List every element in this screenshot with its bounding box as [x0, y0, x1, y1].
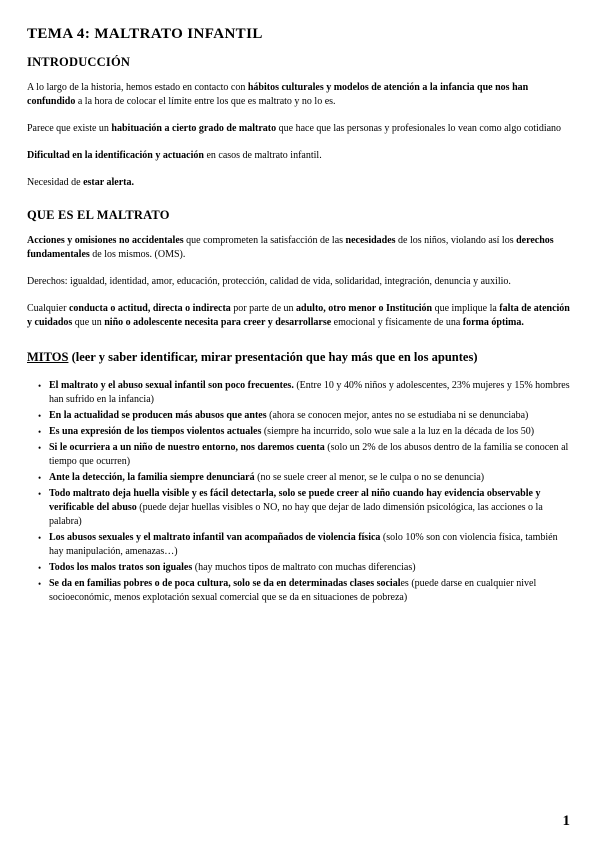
list-item: • Todos los malos tratos son iguales (hay muchos tipos de maltrato con muchas diferencias) [49, 561, 573, 575]
list-item: • Ante la detección, la familia siempre denunciará (no se suele creer al menor, se le culpa o no se denuncia) [49, 471, 573, 485]
page-number: 1 [562, 813, 570, 829]
section-heading-que-es-el-maltrato: QUE ES EL MALTRATO [27, 208, 170, 222]
paragraph-intro-4: Necesidad de estar alerta. [27, 177, 134, 188]
paragraph-intro-2: Parece que existe un habituación a cierto grado de maltrato que hace que las personas y profesionales lo vean como algo cotidiano [27, 123, 562, 134]
list-item: • El maltrato y el abuso sexual infantil son poco frecuentes. (Entre 10 y 40% niños y adolescentes, 23% mujeres y 15% hombres han sufrido en la infancia) [49, 379, 573, 407]
list-item: • Los abusos sexuales y el maltrato infantil van acompañados de violencia física (solo 10% son con violencia física, también hay manipulación, amenazas…) [49, 531, 573, 559]
paragraph-que-es-1: Acciones y omisiones no accidentales que comprometen la satisfacción de las necesidades de los niños, violando así los derechos fundamentales de los mismos. (OMS). [27, 235, 554, 260]
list-item: • Si le ocurriera a un niño de nuestro entorno, nos daremos cuenta (solo un 2% de los abusos dentro de la familia se conocen al tiempo que ocurren) [49, 441, 573, 469]
mitos-list [27, 379, 573, 605]
section-heading-introduccion: INTRODUCCIÓN [27, 55, 131, 69]
paragraph-que-es-3: Cualquier conducta o actitud, directa o indirecta por parte de un adulto, otro menor o Institución que implique la falta de atención y cuidados que un niño o adolescente necesita para creer y desarrollarse emocional y físicamente de una forma óptima. [27, 303, 570, 328]
paragraph-que-es-2: Derechos: igualdad, identidad, amor, educación, protección, calidad de vida, solidaridad, integración, denuncia y auxilio. [27, 276, 511, 287]
list-item: • Todo maltrato deja huella visible y es fácil detectarla, solo se puede creer al niño cuando hay evidencia observable y verificable del abuso (puede dejar huellas visibles o NO, no hay que dejar de lado dimensión psicológica, las acciones o la palabra) [49, 487, 573, 529]
paragraph-intro-1: A lo largo de la historia, hemos estado en contacto con hábitos culturales y modelos de atención a la infancia que nos han confundido a la hora de colocar el límite entre los que es maltrato y no lo es. [27, 82, 529, 107]
paragraph-intro-3: Dificultad en la identificación y actuación en casos de maltrato infantil. [27, 150, 322, 161]
section-heading-mitos: MITOS (leer y saber identificar, mirar presentación que hay más que en los apuntes) [27, 350, 478, 364]
list-item: • Se da en familias pobres o de poca cultura, solo se da en determinadas clases sociales (puede darse en cualquier nivel socioeconómic, menos explotación sexual comercial que se da en situaciones de pobreza) [49, 577, 573, 605]
list-item: • En la actualidad se producen más abusos que antes (ahora se conocen mejor, antes no se estudiaba ni se denunciaba) [49, 409, 573, 423]
list-item: • Es una expresión de los tiempos violentos actuales (siempre ha incurrido, solo wue sale a la luz en la década de los 50) [49, 425, 573, 439]
document-title: TEMA 4: MALTRATO INFANTIL [27, 26, 263, 42]
